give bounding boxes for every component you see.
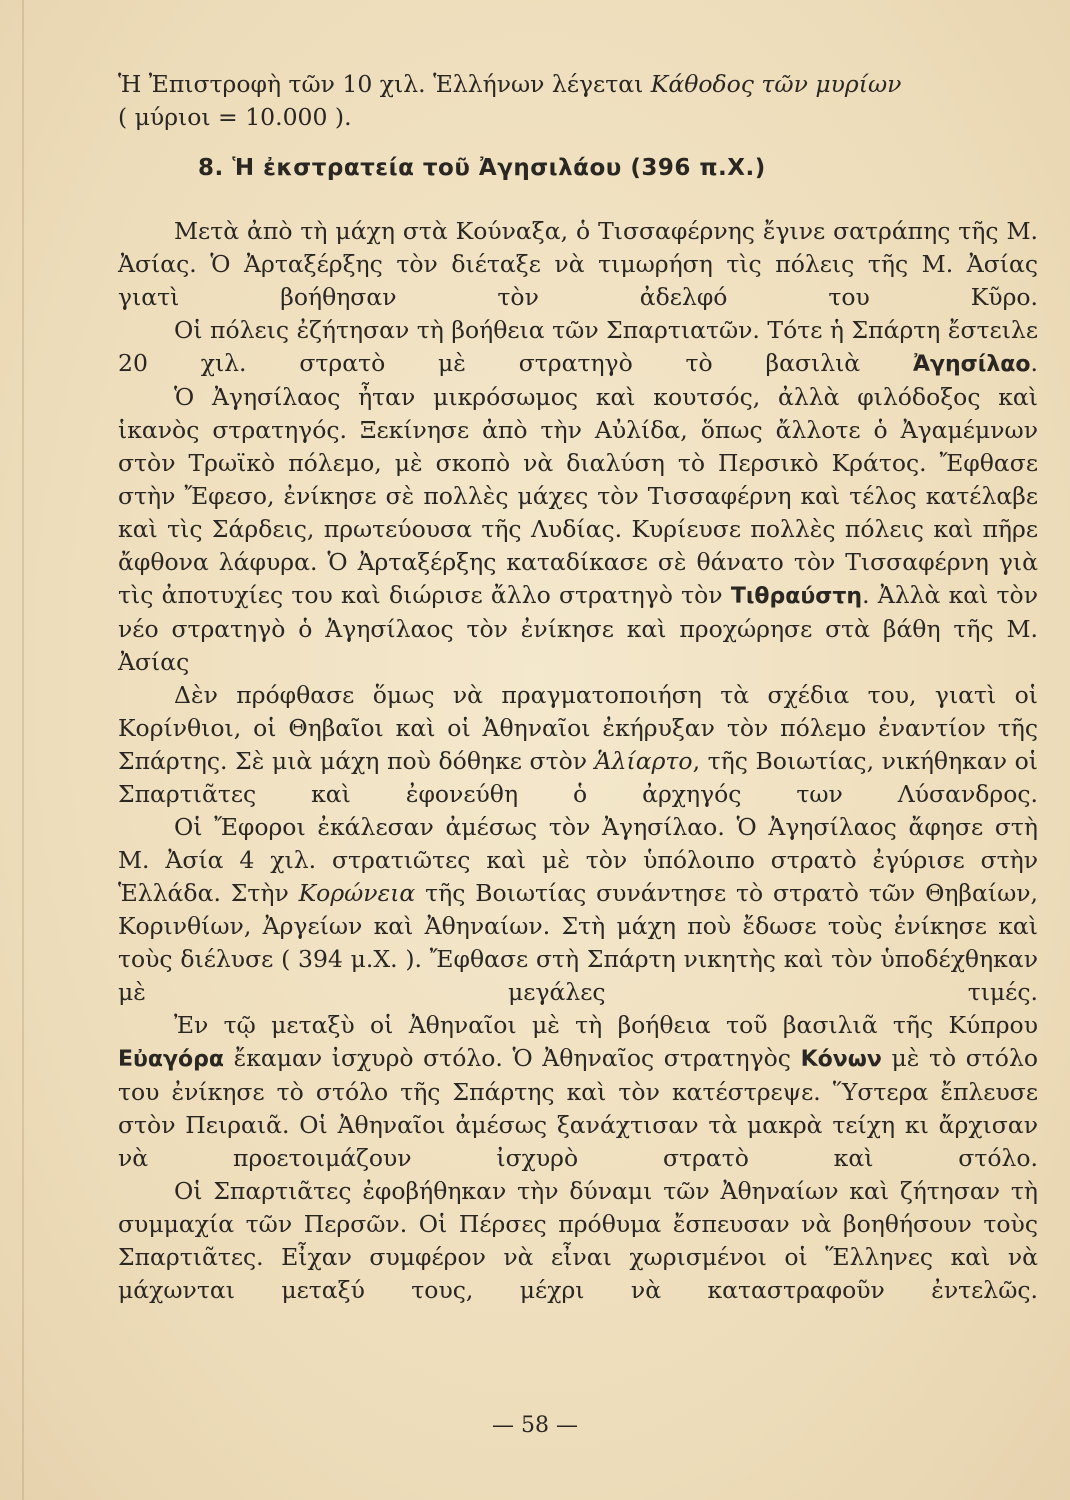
page-fold <box>22 0 24 1500</box>
paragraph-6 <box>118 1009 1038 1175</box>
intro-paragraph <box>118 68 1038 134</box>
paragraph-6-end: μὲ τὸ στόλο του ἐνίκησε τὸ στόλο τῆς Σπάρτης καὶ τὸν κατέστρεψε. Ὕστερα ἔπλευσε στὸν Πειραιᾶ. Οἱ Ἀθηναῖοι ἀμέσως ξανάχτισαν τὰ μακρὰ τείχη κι ἄρχισαν νὰ προετοιμάζουν ἰσχυρὸ στρατὸ καὶ στόλο. <box>118 1044 1038 1172</box>
paragraph-3-text: Ὁ Ἀγησίλαος ἦταν μικρόσωμος καὶ κουτσός, ἀλλὰ φιλόδοξος καὶ ἱκανὸς στρατηγός. Ξεκίνησε ἀπὸ τὴν Αὐλίδα, ὅπως ἄλλοτε ὁ Ἀγαμέμνων στὸν Τρωϊκὸ πόλεμο, μὲ σκοπὸ νὰ διαλύση τὸ Περσικὸ Κράτος. Ἔφθασε στὴν Ἔφεσο, ἐνίκησε σὲ πολλὲς μάχες τὸν Τισσαφέρνη καὶ τέλος κατέλαβε καὶ τὶς Σάρδεις, πρωτεύουσα τῆς Λυδίας. Κυρίευσε πολλὲς πόλεις καὶ πῆρε ἄφθονα λάφυρα. Ὁ Ἀρταξέρξης καταδίκασε σὲ θάνατο τὸν Τισσαφέρνη γιὰ τὶς ἀποτυχίες του καὶ διώρισε ἄλλο στρατηγὸ τὸν <box>118 383 1038 609</box>
section-heading: 8. Ἡ ἐκστρατεία τοῦ Ἀγησιλάου (396 π.Χ.) <box>198 155 766 181</box>
bold-term-konon: Κόνων <box>800 1047 882 1072</box>
italic-term-koroneia: Κορώνεια <box>298 879 416 907</box>
page-number: — 58 — <box>492 1413 578 1438</box>
italic-term-haliartos: Ἁλίαρτο <box>594 747 693 775</box>
paragraph-6-mid: ἔκαμαν ἰσχυρὸ στόλο. Ὁ Ἀθηναῖος στρατηγὸς <box>223 1044 801 1072</box>
text-body <box>118 68 1038 1307</box>
paragraph-6-text: Ἐν τῷ μεταξὺ οἱ Ἀθηναῖοι μὲ τὴ βοήθεια τοῦ βασιλιᾶ τῆς Κύπρου <box>174 1011 1038 1039</box>
paragraph-4 <box>118 679 1038 811</box>
paragraph-5-text: Οἱ Ἔφοροι ἐκάλεσαν ἀμέσως τὸν Ἀγησίλαο. Ὁ Ἀγησίλαος ἄφησε στὴ Μ. Ἀσία 4 χιλ. στρατιῶτες καὶ μὲ τὸν ὑπόλοιπο στρατὸ ἐγύρισε στὴν Ἑλλάδα. Στὴν <box>118 813 1038 907</box>
paragraph-4-end: , τῆς Βοιωτίας, νικήθηκαν οἱ Σπαρτιᾶτες καὶ ἐφονεύθη ὁ ἀρχηγός των Λύσανδρος. <box>118 747 1038 808</box>
paragraph-5-end: τῆς Βοιωτίας συνάντησε τὸ στρατὸ τῶν Θηβαίων, Κορινθίων, Ἀργείων καὶ Ἀθηναίων. Στὴ μάχη ποὺ ἔδωσε τοὺς ἐνίκησε καὶ τοὺς διέλυσε ( 394 μ.Χ. ). Ἔφθασε στὴ Σπάρτη νικητὴς καὶ τὸν ὑποδέχθηκαν μὲ μεγάλες τιμές. <box>118 879 1038 1006</box>
intro-italic-term: Κάθοδος τῶν μυρίων <box>650 70 902 98</box>
bold-term-agesilaos: Ἀγησίλαο <box>912 352 1031 377</box>
paragraph-3-end: . Ἀλλὰ καὶ τὸν νέο στρατηγὸ ὁ Ἀγησίλαος τὸν ἐνίκησε καὶ προχώρησε στὰ βάθη τῆς Μ. Ἀσίας <box>118 581 1038 676</box>
paragraph-4-text: Δὲν πρόφθασε ὅμως νὰ πραγματοποιήση τὰ σχέδια του, γιατὶ οἱ Κορίνθιοι, οἱ Θηβαῖοι καὶ οἱ Ἀθηναῖοι ἐκήρυξαν τὸν πόλεμο ἐναντίον τῆς Σπάρτης. Σὲ μιὰ μάχη ποὺ δόθηκε στὸν <box>118 681 1038 775</box>
paragraph-2 <box>118 314 1038 381</box>
paragraph-5 <box>118 811 1038 1009</box>
paragraph-7: Οἱ Σπαρτιᾶτες ἐφοβήθηκαν τὴν δύναμι τῶν Ἀθηναίων καὶ ζήτησαν τὴ συμμαχία τῶν Περσῶν. Οἱ Πέρσες πρόθυμα ἔσπευσαν νὰ βοηθήσουν τοὺς Σπαρτιᾶτες. Εἶχαν συμφέρον νὰ εἶναι χωρισμένοι οἱ Ἕλληνες καὶ νὰ μάχωνται μεταξύ τους, μέχρι νὰ καταστραφοῦν ἐντελῶς. <box>118 1177 1038 1304</box>
intro-text: Ἡ Ἐπιστροφὴ τῶν 10 χιλ. Ἑλλήνων λέγεται <box>118 70 651 98</box>
paragraph-3 <box>118 381 1038 679</box>
paragraph-2-text: Οἱ πόλεις ἐζήτησαν τὴ βοήθεια τῶν Σπαρτιατῶν. Τότε ἡ Σπάρτη ἔστειλε 20 χιλ. στρατὸ μὲ στρατηγὸ τὸ βασιλιὰ <box>118 316 1038 377</box>
paragraph-2-end: . <box>1030 349 1038 377</box>
bold-term-evagoras: Εὐαγόρα <box>118 1047 224 1072</box>
intro-text-2: ( μύριοι = 10.000 ). <box>118 103 352 131</box>
bold-term-tithraustes: Τιθραύστη <box>730 584 863 609</box>
paragraph-1: Μετὰ ἀπὸ τὴ μάχη στὰ Κούναξα, ὁ Τισσαφέρνης ἔγινε σατράπης τῆς Μ. Ἀσίας. Ὁ Ἀρταξέρξης τὸν διέταξε νὰ τιμωρήση τὶς πόλεις τῆς Μ. Ἀσίας γιατὶ βοήθησαν τὸν ἀδελφό του Κῦρο. <box>118 217 1038 311</box>
